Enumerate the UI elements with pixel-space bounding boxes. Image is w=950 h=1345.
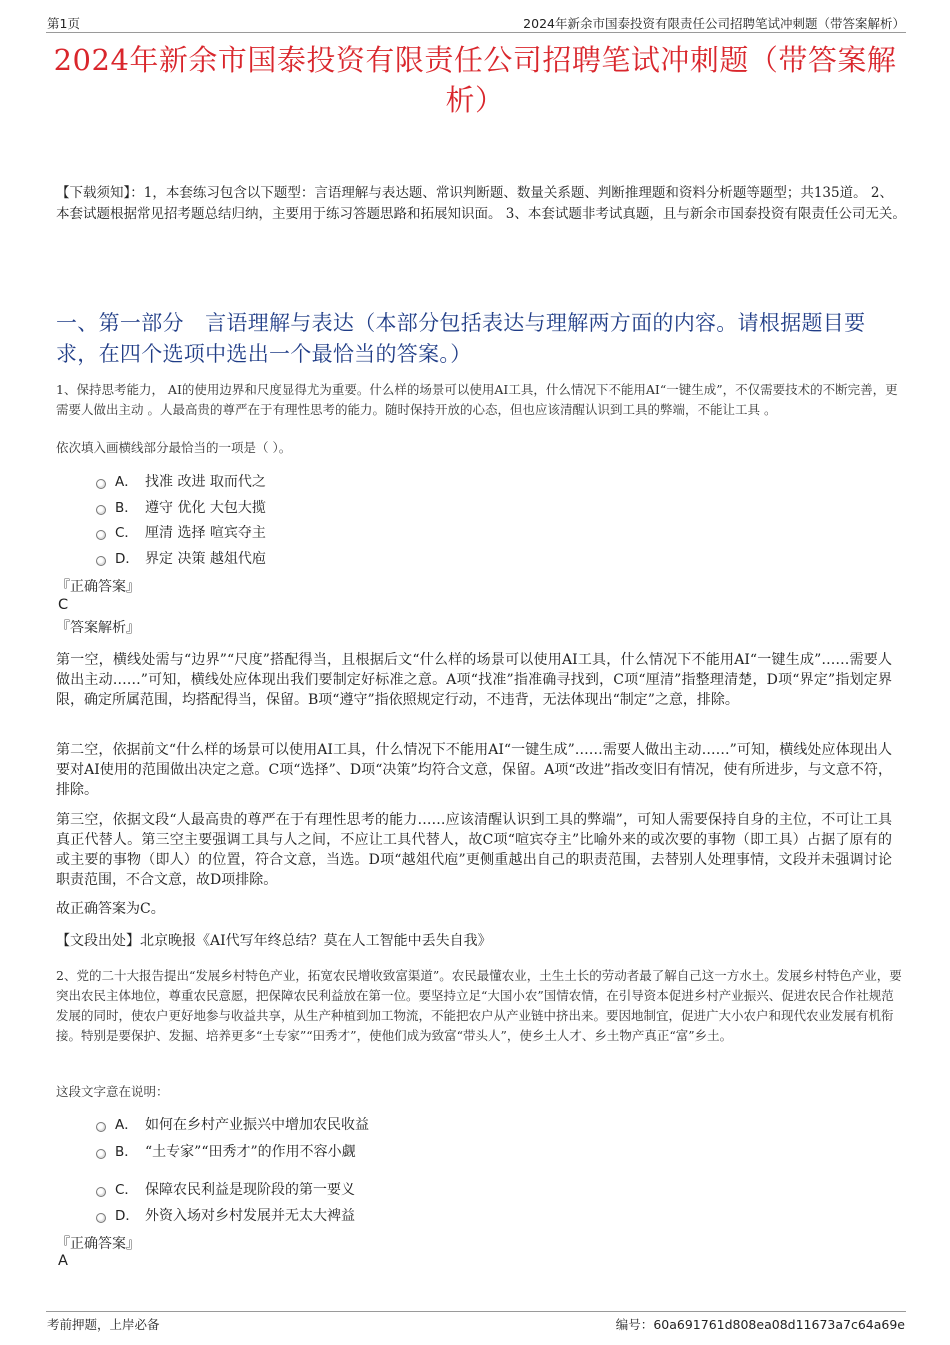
option-text: 界定 决策 越俎代庖 [145, 551, 266, 567]
option-key: A． [115, 1117, 138, 1133]
analysis-conclusion: 故正确答案为C。 [56, 901, 165, 917]
document-title: 2024年新余市国泰投资有限责任公司招聘笔试冲刺题（带答案解析） [53, 43, 897, 117]
question-2-text: 2、党的二十大报告提出“发展乡村特色产业，拓宽农民增收致富渠道”。农民最懂农业，土生土长的劳动者最了解自己这一方水土。发展乡村特色产业，要突出农民主体地位，尊重农民意愿，把保障农民利益放在第一位。要坚持立足“大国小农”国情农情，在引导资本促进乡村产业振兴、促进农民合作社规范发展的同时，使农户更好地参与收益共享，从生产种植到加工物流，不能把农户从产业链中挤出来。要因地制宜，促进广大小农户和现代农业发展有机衔接。特别是要保护、发掘、培养更多“土专家”“田秀才”，使他们成为致富“带头人”，使乡土人才、乡土物产真正“富”乡土。 [56, 968, 902, 1043]
question-1-analysis-label: 『答案解析』 [56, 620, 140, 636]
question-1-answer-label: 『正确答案』 [56, 579, 140, 595]
radio-icon[interactable] [96, 1213, 106, 1223]
option-text: “土专家”“田秀才”的作用不容小觑 [145, 1144, 356, 1160]
option-key: B． [115, 500, 138, 516]
footer-slogan: 考前押题，上岸必备 [47, 1317, 160, 1332]
radio-icon[interactable] [96, 1187, 106, 1197]
question-1-source: 【文段出处】北京晚报《AI代写年终总结？莫在人工智能中丢失自我》 [56, 933, 492, 949]
question-2-option-a[interactable] [96, 1115, 369, 1135]
option-text: 保障农民利益是现阶段的第一要义 [145, 1182, 355, 1198]
radio-icon[interactable] [96, 556, 106, 566]
question-1-option-b[interactable] [96, 498, 266, 518]
header-page-number: 第1页 [47, 16, 80, 31]
question-2-option-b[interactable] [96, 1142, 356, 1162]
radio-icon[interactable] [96, 1149, 106, 1159]
header-doc-title: 2024年新余市国泰投资有限责任公司招聘笔试冲刺题（带答案解析） [523, 16, 905, 31]
analysis-paragraph: 第三空，依据文段“人最高贵的尊严在于有理性思考的能力……应该清醒认识到工具的弊端”，可知人需要保持自身的主位，不可让工具真正代替人。第三空主要强调工具与人之间，不应让工具代替人，故C项“喧宾夺主”比喻外来的或次要的事物（即工具）占据了原有的或主要的事物（即人）的位置，符合文意，当选。D项“越俎代庖”更侧重越出自己的职责范围，去替别人处理事情，文段并未强调讨论职责范围，不合文意，故D项排除。 [56, 812, 892, 888]
question-1-answer: C [58, 597, 69, 613]
footer-code-value: 60a691761d808ea08d11673a7c64a69e [653, 1317, 905, 1332]
radio-icon[interactable] [96, 530, 106, 540]
question-1-prompt: 依次填入画横线部分最恰当的一项是（ ）。 [56, 440, 292, 455]
footer-divider [46, 1311, 906, 1312]
question-2-option-c[interactable] [96, 1180, 355, 1200]
option-key: D． [115, 551, 139, 567]
radio-icon[interactable] [96, 505, 106, 515]
option-key: A． [115, 474, 138, 490]
question-2-option-d[interactable] [96, 1206, 355, 1226]
question-1-option-c[interactable] [96, 523, 266, 543]
header-divider [46, 32, 906, 33]
option-key: C． [115, 525, 138, 541]
option-text: 遵守 优化 大包大揽 [145, 500, 266, 516]
question-1-option-a[interactable] [96, 472, 266, 492]
analysis-paragraph: 第二空，依据前文“什么样的场景可以使用AI工具，什么情况下不能用AI“一键生成”……需要人做出主动……”可知，横线处应体现出人要对AI使用的范围做出决定之意。C项“选择”、D项“决策”均符合文意，保留。A项“改进”指改变旧有情况，使有所进步，与文意不符，排除。 [56, 742, 892, 798]
question-1-text: 1、保持思考能力， AI的使用边界和尺度显得尤为重要。什么样的场景可以使用AI工具，什么情况下不能用AI“一键生成”，不仅需要技术的不断完善，更需要人做出主动 。人最高贵的尊严在于有理性思考的能力。随时保持开放的心态，但也应该清醒认识到工具的弊端，不能让工具 。 [56, 382, 898, 417]
option-key: C． [115, 1182, 138, 1198]
radio-icon[interactable] [96, 1122, 106, 1132]
radio-icon[interactable] [96, 479, 106, 489]
section-heading: 一、第一部分 言语理解与表达（本部分包括表达与理解两方面的内容。请根据题目要求，在四个选项中选出一个最恰当的答案。） [56, 311, 866, 366]
option-key: B． [115, 1144, 138, 1160]
option-text: 如何在乡村产业振兴中增加农民收益 [145, 1117, 369, 1133]
download-notice: 【下载须知】：1，本套练习包含以下题型：言语理解与表达题、常识判断题、数量关系题、判断推理题和资料分析题等题型；共135道。 2、本套试题根据常见招考题总结归纳，主要用于练习答题思路和拓展知识面。 3、本套试题非考试真题，且与新余市国泰投资有限责任公司无关。 [56, 185, 906, 222]
option-text: 厘清 选择 喧宾夺主 [145, 525, 266, 541]
question-1-option-d[interactable] [96, 549, 266, 569]
analysis-paragraph: 第一空，横线处需与“边界”“尺度”搭配得当，且根据后文“什么样的场景可以使用AI工具，什么情况下不能用AI“一键生成”……需要人做出主动……”可知，横线处应体现出我们要制定好标准之意。A项“找准”指准确寻找到，C项“厘清”指整理清楚，D项“界定”指划定界限，确定所属范围，均搭配得当，保留。B项“遵守”指依照规定行动，不违背，无法体现出“制定”之意，排除。 [56, 652, 892, 708]
question-2-answer: A [58, 1253, 68, 1269]
question-2-answer-label: 『正确答案』 [56, 1236, 140, 1252]
footer-code [616, 1315, 905, 1333]
footer-code-label: 编号： [615, 1317, 654, 1332]
option-text: 外资入场对乡村发展并无太大裨益 [145, 1208, 355, 1224]
option-text: 找准 改进 取而代之 [145, 474, 266, 490]
option-key: D． [115, 1208, 139, 1224]
question-2-prompt: 这段文字意在说明： [56, 1084, 169, 1099]
